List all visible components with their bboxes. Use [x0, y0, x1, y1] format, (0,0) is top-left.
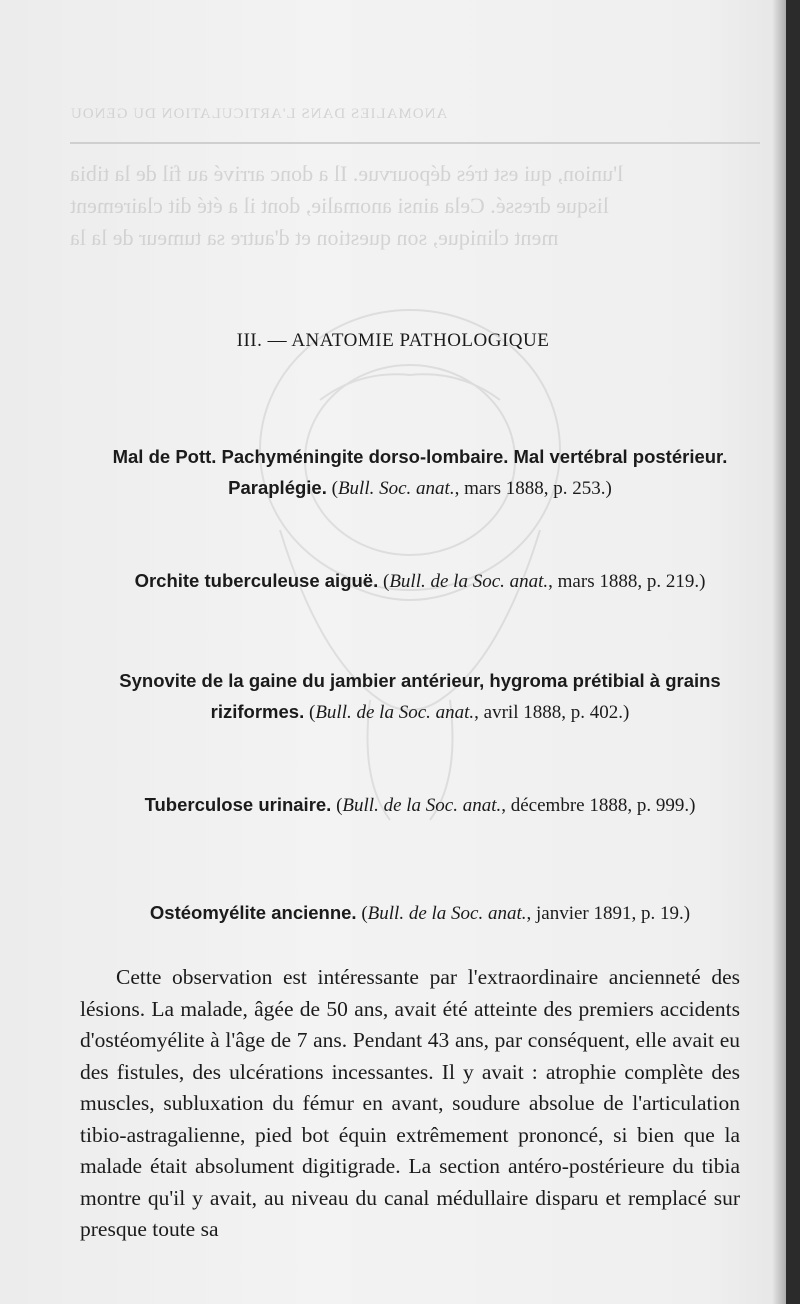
entry-citation: , mars 1888, p. 219.): [548, 571, 706, 592]
bleed-through-line: l'union, qui est très dépourvue. Il a donc arrivé au fil de la tibia: [70, 161, 624, 186]
entry-title: Tuberculose urinaire.: [144, 794, 332, 815]
entry-journal: Bull. de la Soc. anat.: [315, 702, 475, 723]
section-title: III. — ANATOMIE PATHOLOGIQUE: [236, 330, 550, 351]
entry-citation: , janvier 1891, p. 19.): [526, 903, 691, 924]
entry-citation: , décembre 1888, p. 999.): [501, 795, 696, 816]
entry-citation: , mars 1888, p. 253.): [454, 478, 612, 499]
entry-journal: Bull. de la Soc. anat.: [389, 571, 549, 592]
entry-title: Synovite de la gaine du jambier antérieur, hygroma prétibial à grains riziformes.: [119, 670, 721, 722]
entry-journal: Bull. Soc. anat.: [337, 478, 455, 499]
entry-title: Mal de Pott. Pachyméningite dorso-lombaire. Mal vertébral postérieur. Paraplégie.: [112, 446, 728, 498]
bleed-through-line: lisque dressé. Cela ainsi anomalie, dont il a été dit clairement: [70, 193, 609, 218]
entry-title: Orchite tuberculeuse aiguë.: [134, 570, 379, 591]
bibliography-entry: Synovite de la gaine du jambier antérieur, hygroma prétibial à grains riziformes. (Bull. de la Soc. anat., avril 1888, p. 402.): [119, 670, 721, 723]
bleed-through-line: ment clinique, son question et d'autre sa tumeur de la la: [70, 225, 559, 250]
entry-journal: Bull. de la Soc. anat.: [367, 903, 527, 924]
bibliography-entry: Ostéomyélite ancienne. (Bull. de la Soc. anat., janvier 1891, p. 19.): [149, 902, 691, 924]
bleed-through-header: ANOMALIES DANS L'ARTICULATION DU GENOU: [70, 106, 448, 122]
bibliography-entry: Orchite tuberculeuse aiguë. (Bull. de la Soc. anat., mars 1888, p. 219.): [134, 570, 706, 592]
bleed-through-rule: [70, 142, 760, 144]
body-text: [80, 962, 740, 1246]
entry-citation: , avril 1888, p. 402.): [474, 702, 630, 723]
entry-title: Ostéomyélite ancienne.: [149, 902, 357, 923]
bleed-through-illustration: [200, 280, 620, 840]
body-paragraph: Cette observation est intéressante par l'extraordinaire ancienneté des lésions. La malade, âgée de 50 ans, avait été atteinte des premiers accidents d'ostéomyélite à l'âge de 7 ans. Pendant 43 ans, par conséquent, elle avait eu des fistules, des ulcérations incessantes. Il y avait : atrophie complète des muscles, subluxation du fémur en avant, soudure absolue de l'articulation tibio-astragalienne, pied bot équin extrêmement prononcé, si bien que la malade était absolument digitigrade. La section antéro-postérieure du tibia montre qu'il y avait, au niveau du canal médullaire disparu et remplacé sur presque toute sa: [80, 965, 740, 1241]
entry-journal: Bull. de la Soc. anat.: [342, 795, 502, 816]
bibliography-entry: Mal de Pott. Pachyméningite dorso-lombaire. Mal vertébral postérieur. Paraplégie. (Bull. Soc. anat., mars 1888, p. 253.): [112, 446, 728, 499]
page-edge-shadow: [772, 0, 786, 1304]
bibliography-entry: Tuberculose urinaire. (Bull. de la Soc. anat., décembre 1888, p. 999.): [144, 794, 696, 816]
